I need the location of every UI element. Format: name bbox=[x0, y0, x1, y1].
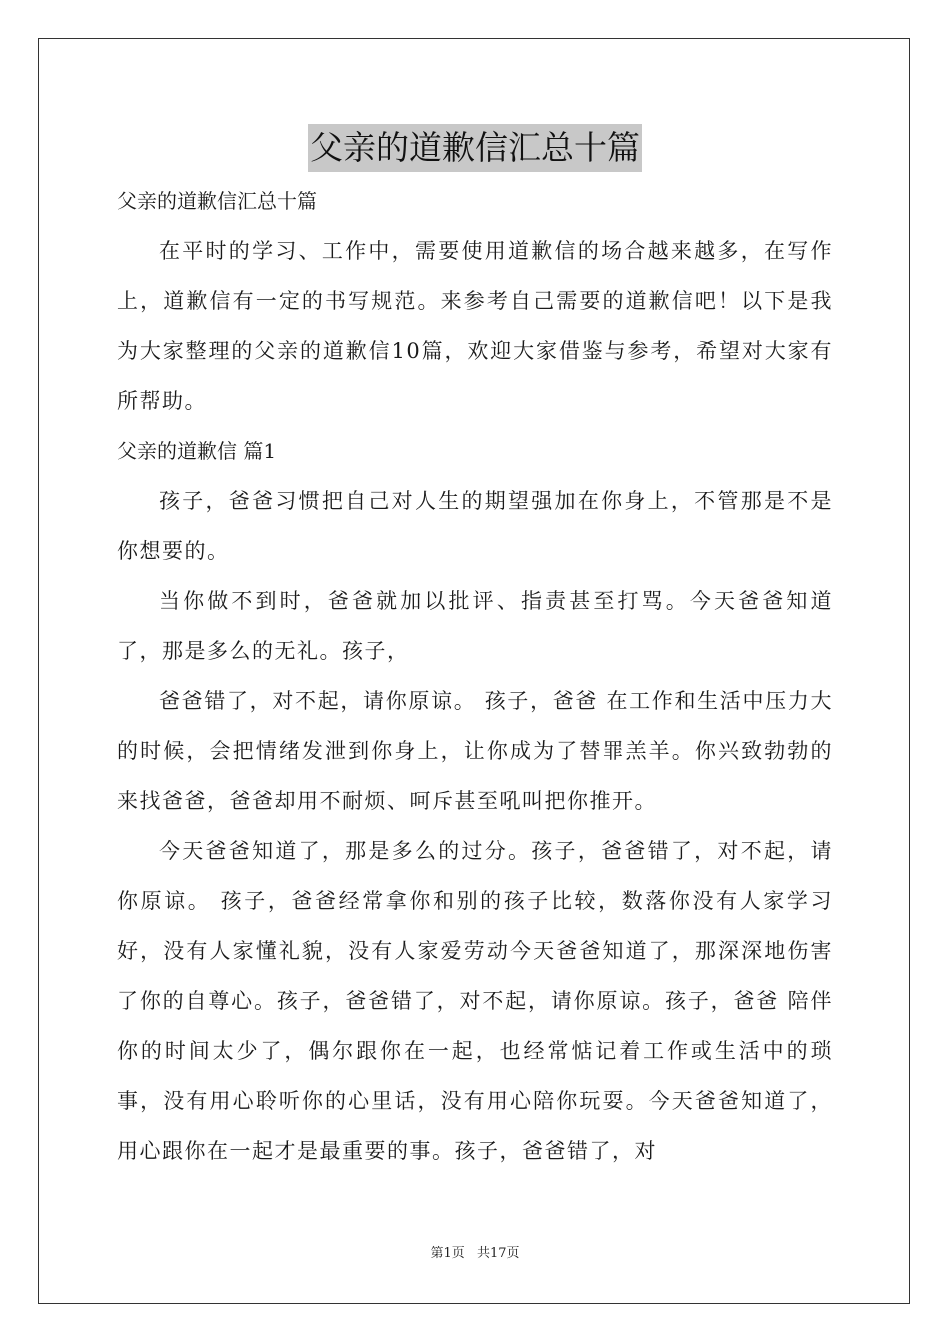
body-paragraph: 爸爸错了，对不起，请你原谅。 孩子，爸爸 在工作和生活中压力大的时候，会把情绪发泄到你身上，让你成为了替罪羔羊。你兴致勃勃的来找爸爸，爸爸却用不耐烦、呵斥甚至吼叫把你推开。 bbox=[117, 689, 833, 813]
title-container bbox=[0, 124, 950, 172]
intro-paragraph: 在平时的学习、工作中，需要使用道歉信的场合越来越多，在写作上，道歉信有一定的书写规范。来参考自己需要的道歉信吧！以下是我为大家整理的父亲的道歉信10篇，欢迎大家借鉴与参考，希望对大家有所帮助。 bbox=[117, 239, 833, 413]
body-paragraph: 今天爸爸知道了，那是多么的过分。孩子，爸爸错了，对不起，请你原谅。 孩子，爸爸经常拿你和别的孩子比较，数落你没有人家学习好，没有人家懂礼貌，没有人家爱劳动今天爸爸知道了，那深深地伤害了你的自尊心。孩子，爸爸错了，对不起，请你原谅。孩子，爸爸 陪伴你的时间太少了，偶尔跟你在一起，也经常惦记着工作或生活中的琐事，没有用心聆听你的心里话，没有用心陪你玩耍。今天爸爸知道了，用心跟你在一起才是最重要的事。孩子，爸爸错了，对 bbox=[117, 839, 833, 1163]
document-subtitle: 父亲的道歉信汇总十篇 bbox=[117, 189, 317, 213]
document-title: 父亲的道歉信汇总十篇 bbox=[308, 124, 642, 172]
page-number: 第1页 bbox=[430, 1246, 465, 1261]
page-footer bbox=[0, 1245, 950, 1263]
document-body bbox=[117, 176, 833, 1176]
body-paragraph: 当你做不到时，爸爸就加以批评、指责甚至打骂。今天爸爸知道了，那是多么的无礼。孩子， bbox=[117, 589, 833, 663]
body-paragraph: 孩子，爸爸习惯把自己对人生的期望强加在你身上，不管那是不是你想要的。 bbox=[117, 489, 833, 563]
section-heading: 父亲的道歉信 篇1 bbox=[117, 439, 277, 463]
page-total: 共17页 bbox=[476, 1246, 520, 1261]
